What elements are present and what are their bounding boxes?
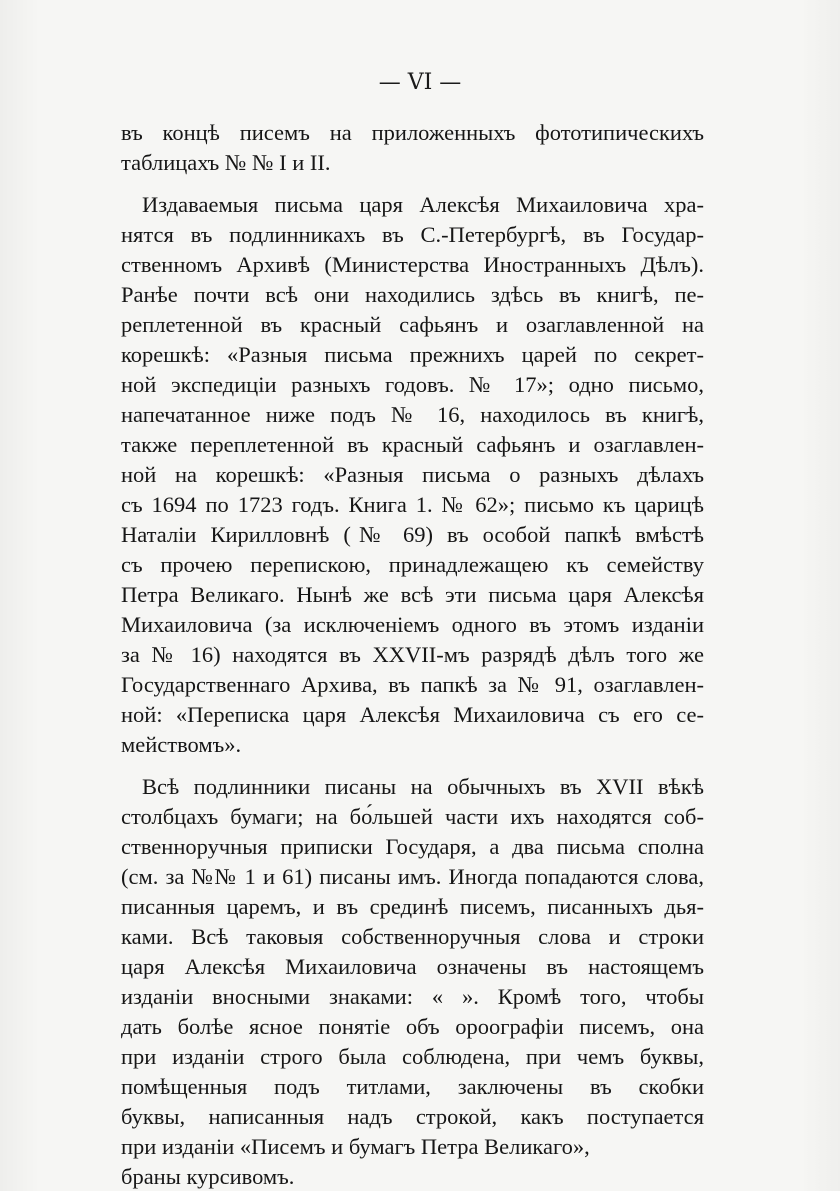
text-line: Всѣ подлинники писаны на обычныхъ въ XVII вѣкѣ — [142, 774, 704, 799]
text-line: ной: «Переписка царя Алексѣя Михаиловича съ его се- — [121, 702, 704, 727]
text-line: дать болѣе ясное понятіе объ ороографіи писемъ, она — [121, 1014, 704, 1039]
text-line: Наталіи Кирилловнѣ (№ 69) въ особой папкѣ вмѣстѣ — [121, 522, 704, 547]
text-line: нятся въ подлинникахъ въ С.-Петербургѣ, въ Государ- — [121, 222, 704, 247]
text-line: ной экспедиціи разныхъ годовъ. № 17»; одно письмо, — [121, 372, 704, 397]
paragraph-2 — [121, 190, 704, 760]
text-line: съ 1694 по 1723 годъ. Книга 1. № 62»; письмо къ царицѣ — [121, 492, 704, 517]
body-text — [121, 118, 704, 1191]
text-line: Михаиловича (за исключеніемъ одного въ этомъ изданіи — [121, 612, 704, 637]
text-line: при изданіи строго была соблюдена, при чемъ буквы, — [121, 1044, 704, 1069]
page-number: — VI — — [378, 70, 462, 95]
text-line: корешкѣ: «Разныя письма прежнихъ царей по секрет- — [121, 342, 704, 367]
text-line: буквы, написанныя надъ строкой, какъ поступается — [121, 1104, 704, 1129]
text-line: изданіи вносными знаками: « ». Кромѣ того, чтобы — [121, 984, 704, 1009]
text-line: браны курсивомъ. — [121, 1164, 295, 1189]
paragraph-1 — [121, 118, 704, 178]
text-line: помѣщенныя подъ титлами, заключены въ скобки — [121, 1074, 704, 1099]
text-line: царя Алексѣя Михаиловича означены въ настоящемъ — [121, 954, 704, 979]
text-line: столбцахъ бумаги; на бо́льшей части ихъ находятся соб- — [121, 804, 704, 829]
text-line: съ прочею перепискою, принадлежащею къ семейству — [121, 552, 704, 577]
text-line: напечатанное ниже подъ № 16, находилось въ книгѣ, — [121, 402, 704, 427]
text-line: ками. Всѣ таковыя собственноручныя слова и строки — [121, 924, 704, 949]
text-line: при изданіи «Писемъ и бумагъ Петра Великаго», — [121, 1134, 590, 1159]
text-line: за № 16) находятся въ XXVII-мъ разрядѣ дѣлъ того же — [121, 642, 704, 667]
text-line: ной на корешкѣ: «Разныя письма о разныхъ дѣлахъ — [121, 462, 704, 487]
text-line: ственноручныя приписки Государя, а два письма сполна — [121, 834, 704, 859]
text-line: въ концѣ писемъ на приложенныхъ фототипическихъ — [121, 120, 704, 145]
text-line: ственномъ Архивѣ (Министерства Иностранныхъ Дѣлъ). — [121, 252, 704, 277]
text-line: Петра Великаго. Нынѣ же всѣ эти письма царя Алексѣя — [121, 582, 704, 607]
text-line: Издаваемыя письма царя Алексѣя Михаиловича хра- — [142, 192, 704, 217]
text-line: Государственнаго Архива, въ папкѣ за № 91, озаглавлен- — [121, 672, 704, 697]
text-line: писанныя царемъ, и въ срединѣ писемъ, писанныхъ дья- — [121, 894, 704, 919]
paragraph-3 — [121, 772, 704, 1191]
text-line: реплетенной въ красный сафьянъ и озаглавленной на — [121, 312, 704, 337]
text-line: Ранѣе почти всѣ они находились здѣсь въ книгѣ, пе- — [121, 282, 704, 307]
text-line: также переплетенной въ красный сафьянъ и озаглавлен- — [121, 432, 704, 457]
text-line: таблицахъ № № I и II. — [121, 150, 331, 175]
text-line: мействомъ». — [121, 732, 242, 757]
text-line: (см. за №№ 1 и 61) писаны имъ. Иногда попадаются слова, — [121, 864, 704, 889]
